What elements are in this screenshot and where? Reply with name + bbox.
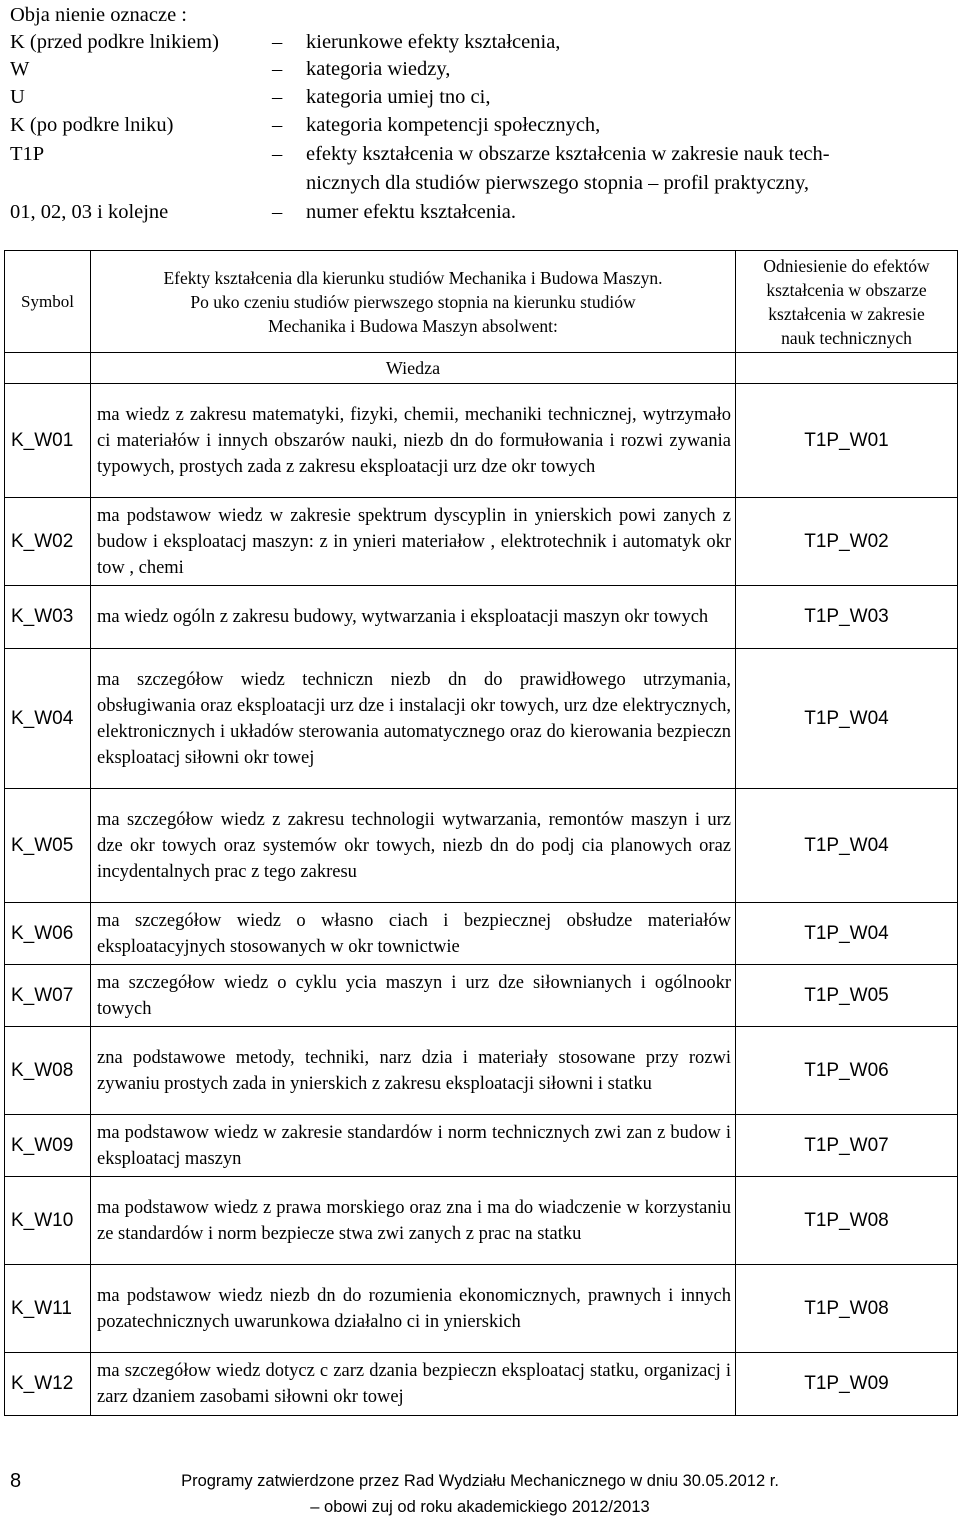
legend-dash: –: [272, 58, 283, 80]
reference-cell: T1P_W04: [736, 649, 958, 789]
legend-key: W: [10, 58, 30, 80]
legend-desc: kategoria wiedzy,: [306, 58, 451, 80]
legend-desc: numer efektu kształcenia.: [306, 201, 517, 223]
legend-desc: efekty kształcenia w obszarze kształcenia w zakresie nauk tech-: [306, 143, 830, 165]
outcome-cell: ma szczegółow wiedz o cyklu ycia maszyn i urz dze siłownianych i ogólnookr towych: [91, 965, 736, 1027]
legend-desc: nicznych dla studiów pierwszego stopnia – profil praktyczny,: [306, 172, 810, 194]
table-row: [5, 384, 958, 498]
outcome-cell: ma wiedz z zakresu matematyki, fizyki, chemii, mechaniki technicznej, wytrzymało ci materiałów i innych obszarów nauki, niezb dn do formułowania i rozwi zywania typowych, prostych zada z zakresu eksploatacji urz dze okr towych: [91, 384, 736, 498]
reference-cell: T1P_W02: [736, 498, 958, 586]
reference-header: [736, 251, 958, 353]
legend-desc: kategoria umiej tno ci,: [306, 86, 491, 108]
reference-cell: T1P_W08: [736, 1177, 958, 1265]
legend-key: K (przed podkre lnikiem): [10, 31, 219, 53]
symbol-cell: K_W02: [5, 498, 91, 586]
legend-dash: –: [272, 31, 283, 53]
outcomes-header: [91, 251, 736, 353]
outcome-cell: ma wiedz ogóln z zakresu budowy, wytwarzania i eksploatacji maszyn okr towych: [91, 586, 736, 649]
symbol-cell: K_W03: [5, 586, 91, 649]
outcomes-header-line: Mechanika i Budowa Maszyn absolwent:: [268, 315, 558, 336]
reference-header-line: kształcenia w obszarze: [766, 279, 927, 300]
reference-header-line: Odniesienie do efektów: [763, 255, 930, 276]
outcome-cell: zna podstawowe metody, techniki, narz dzia i materiały stosowane przy rozwi zywaniu prostych zada in ynierskich z zakresu eksploatacji siłowni i statku: [91, 1027, 736, 1115]
learning-outcomes-table: [4, 250, 958, 1416]
legend-desc: kategoria kompetencji społecznych,: [306, 114, 601, 136]
symbol-cell: K_W01: [5, 384, 91, 498]
reference-cell: T1P_W03: [736, 586, 958, 649]
table-row: [5, 498, 958, 586]
legend-dash: –: [272, 143, 283, 165]
legend-key: T1P: [10, 143, 45, 165]
reference-cell: T1P_W06: [736, 1027, 958, 1115]
symbol-cell: K_W10: [5, 1177, 91, 1265]
reference-header-line: kształcenia w zakresie: [768, 303, 925, 324]
table-row: [5, 1177, 958, 1265]
outcome-cell: ma szczegółow wiedz techniczn niezb dn do prawidłowego utrzymania, obsługiwania oraz eksploatacji urz dze i instalacji okr towych, urz dze elektrycznych, elektronicznych i układów sterowania automatycznego oraz do kierowania bezpieczn eksploatacj siłowni okr towej: [91, 649, 736, 789]
table-row: [5, 965, 958, 1027]
outcome-cell: ma podstawow wiedz w zakresie spektrum dyscyplin in ynierskich powi zanych z budow i eksploatacj maszyn: z in ynieri materiałow , elektrotechnik i automatyk okr tow , chemi: [91, 498, 736, 586]
table-row: [5, 649, 958, 789]
outcome-cell: ma szczegółow wiedz dotycz c zarz dzania bezpieczn eksploatacj statku, organizacj i zarz dzaniem zasobami siłowni okr towej: [91, 1353, 736, 1416]
outcomes-header-line: Efekty kształcenia dla kierunku studiów Mechanika i Budowa Maszyn.: [163, 267, 663, 288]
outcome-cell: ma szczegółow wiedz o własno ciach i bezpiecznej obsłudze materiałów eksploatacyjnych stosowanych w okr townictwie: [91, 903, 736, 965]
reference-cell: T1P_W01: [736, 384, 958, 498]
symbol-cell: K_W05: [5, 789, 91, 903]
outcome-cell: ma podstawow wiedz z prawa morskiego oraz zna i ma do wiadczenie w korzystaniu ze standardów i norm bezpiecze stwa zwi zanych z prac na statku: [91, 1177, 736, 1265]
footer-approval-line: Programy zatwierdzone przez Rad Wydziału Mechanicznego w dniu 30.05.2012 r.: [181, 1472, 779, 1490]
symbol-cell: K_W07: [5, 965, 91, 1027]
symbol-cell: K_W04: [5, 649, 91, 789]
legend-dash: –: [272, 86, 283, 108]
table-row: [5, 1027, 958, 1115]
reference-cell: T1P_W05: [736, 965, 958, 1027]
symbol-cell: K_W06: [5, 903, 91, 965]
legend-key: 01, 02, 03 i kolejne: [10, 201, 169, 223]
symbol-cell: K_W11: [5, 1265, 91, 1353]
legend-key: K (po podkre lniku): [10, 114, 174, 136]
section-row: [5, 353, 958, 384]
table-row: [5, 586, 958, 649]
section-heading-wiedza: Wiedza: [91, 353, 736, 384]
outcome-cell: ma podstawow wiedz niezb dn do rozumienia ekonomicznych, prawnych i innych pozatechnicznych uwarunkowa działalno ci in ynierskich: [91, 1265, 736, 1353]
reference-cell: T1P_W04: [736, 789, 958, 903]
outcome-cell: ma podstawow wiedz w zakresie standardów i norm technicznych zwi zan z budow i eksploatacj maszyn: [91, 1115, 736, 1177]
table-row: [5, 1353, 958, 1416]
reference-cell: T1P_W09: [736, 1353, 958, 1416]
table-row: [5, 789, 958, 903]
symbol-header: Symbol: [5, 251, 91, 353]
outcome-cell: ma szczegółow wiedz z zakresu technologii wytwarzania, remontów maszyn i urz dze okr towych oraz systemów okr towych, niezb dn do podj cia planowych oraz incydentalnych prac z tego zakresu: [91, 789, 736, 903]
legend-title: Obja nienie oznacze :: [10, 4, 188, 26]
outcomes-header-line: Po uko czeniu studiów pierwszego stopnia na kierunku studiów: [190, 291, 636, 312]
symbol-cell: K_W08: [5, 1027, 91, 1115]
reference-cell: T1P_W04: [736, 903, 958, 965]
reference-cell: T1P_W07: [736, 1115, 958, 1177]
table-row: [5, 1265, 958, 1353]
table-row: [5, 1115, 958, 1177]
reference-header-line: nauk technicznych: [781, 327, 912, 348]
table-row: [5, 903, 958, 965]
table-header-row: [5, 251, 958, 353]
legend-key: U: [10, 86, 25, 108]
symbol-cell: K_W12: [5, 1353, 91, 1416]
reference-cell: T1P_W08: [736, 1265, 958, 1353]
footer-validity-line: – obowi zuj od roku akademickiego 2012/2013: [310, 1498, 650, 1516]
page-number: 8: [10, 1470, 22, 1492]
symbol-cell: K_W09: [5, 1115, 91, 1177]
legend-dash: –: [272, 114, 283, 136]
legend-dash: –: [272, 201, 283, 223]
legend-desc: kierunkowe efekty kształcenia,: [306, 31, 561, 53]
